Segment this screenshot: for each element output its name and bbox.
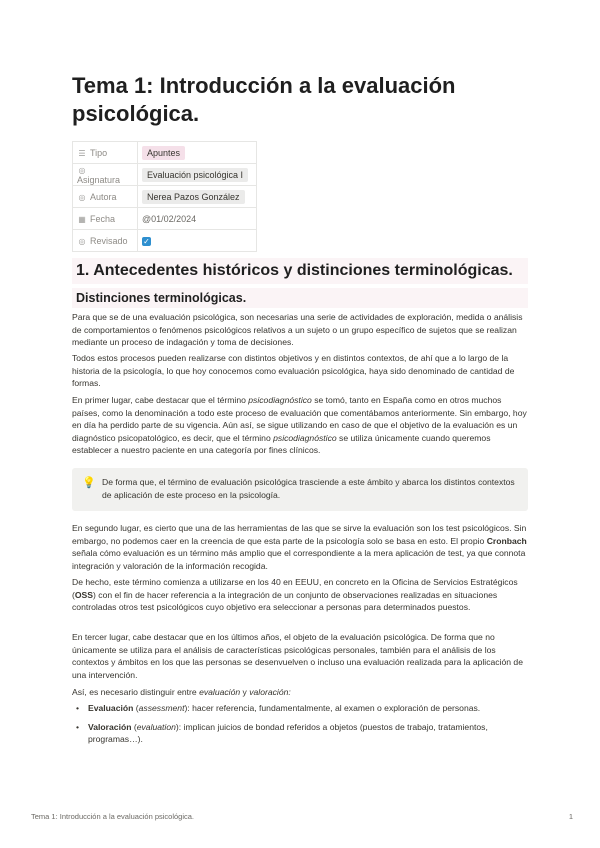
- tag: Evaluación psicológica I: [142, 168, 248, 182]
- check-icon: ◎: [78, 236, 86, 246]
- property-label: ▦ Fecha: [73, 208, 138, 230]
- list-item: • Valoración (evaluation): implican juicios de bondad referidos a objetos (puestos de trabajo, tratamientos, programas…).: [76, 721, 488, 745]
- property-label: ☰ Tipo: [73, 142, 138, 164]
- page-title: Tema 1: Introducción a la evaluación psicológica.: [72, 73, 456, 126]
- calendar-icon: ▦: [78, 214, 86, 224]
- paragraph-3: En primer lugar, cabe destacar que el término psicodiagnóstico se tomó, tanto en España como en otros muchos países, como la denominación a todo este proceso de evaluación que comentábamos anteriormente. Sin embargo, hoy en día ha perdido parte de su vigencia. Aún así, se sigue utilizando en caso de que el objetivo de la evaluación es un diagnóstico psicopatológico, es decir, que el término psicodiagnóstico se utiliza únicamente cuando queremos establecer a nuestro paciente en una categoría por fines clínicos.: [72, 395, 527, 456]
- property-value: [138, 186, 257, 208]
- paragraph-2: Todos estos procesos pueden realizarse con distintos objetivos y en distintos contextos, de ahí que a lo largo de la historia de la psicología, lo que hoy conocemos como evaluación psicológica, haya sido denominado de cantidad de formas.: [72, 353, 515, 389]
- property-label: ◎ Revisado: [73, 230, 138, 252]
- date-value: @01/02/2024: [142, 213, 197, 224]
- property-row: [73, 208, 257, 230]
- property-row: [73, 186, 257, 208]
- checkbox[interactable]: ✓: [143, 236, 150, 246]
- property-row: [73, 142, 257, 164]
- property-value: [138, 142, 257, 164]
- list-item: • Evaluación (assessment): hacer referencia, fundamentalmente, al examen o exploración de personas.: [76, 703, 481, 713]
- page-footer: [31, 812, 573, 821]
- callout: [72, 468, 528, 511]
- status-icon: ◎: [78, 165, 86, 175]
- property-value: [138, 164, 257, 186]
- paragraph-1: Para que se de una evaluación psicológica, son necesarias una serie de actividades de exploración, medida o análisis de comportamientos o fenómenos psicológicos relativos a un sujeto o un grupo específico de sujetos que se realizan mediante un proceso de indagación y toma de decisiones.: [72, 312, 523, 348]
- property-row: [73, 230, 257, 252]
- subsection-heading: Distinciones terminológicas.: [72, 288, 528, 308]
- person-icon: ◎: [78, 192, 86, 202]
- property-label: ◎Asignatura: [73, 164, 138, 186]
- callout-text: De forma que, el término de evaluación psicológica trasciende a este ámbito y abarca los distintos contextos de aplicación de este proceso en la psicología.: [102, 477, 515, 500]
- list-icon: ☰: [78, 148, 86, 158]
- property-row: [73, 164, 257, 186]
- paragraph-7: Así, es necesario distinguir entre evaluación y valoración:: [72, 687, 291, 697]
- property-label: ◎ Autora: [73, 186, 138, 208]
- lightbulb-icon: 💡: [82, 477, 96, 489]
- property-value: [138, 208, 257, 230]
- property-value: [138, 230, 257, 252]
- properties-table: [72, 141, 257, 252]
- tag: Apuntes: [142, 146, 185, 160]
- section-heading: 1. Antecedentes históricos y distinciones terminológicas.: [72, 258, 528, 284]
- paragraph-6: En tercer lugar, cabe destacar que en los últimos años, el objeto de la evaluación psicológica. De forma que no únicamente se utiliza para el análisis de características psicológicas personales, también para el análisis de los contextos y ámbitos en los que las personas se desenvuelven o incluso una evaluación realizada para la aplicación de una intervención.: [72, 632, 523, 680]
- paragraph-4: En segundo lugar, es cierto que una de las herramientas de las que se sirve la evaluación son los test psicológicos. Sin embargo, no podemos caer en la creencia de que esta parte de la psicología solo se basa en esto. El propio Cronbach señala cómo evaluación es un término más amplio que el correspondiente a la mera aplicación de test, ya que connota integración y valoración de la información recogida.: [72, 523, 527, 571]
- footer-title: Tema 1: Introducción a la evaluación psicológica.: [31, 812, 195, 821]
- tag: Nerea Pazos González: [142, 190, 245, 204]
- page-number: 1: [568, 812, 573, 821]
- definition-list: [72, 702, 528, 752]
- paragraph-5: De hecho, este término comienza a utilizarse en los 40 en EEUU, en concreto en la Oficina de Servicios Estratégicos (OSS) con el fin de hacer referencia a la integración de un conjunto de observaciones realizadas en situaciones controladas otros test psicológicos cuyo objetivo era seleccionar a personas para determinados puestos.: [72, 577, 518, 613]
